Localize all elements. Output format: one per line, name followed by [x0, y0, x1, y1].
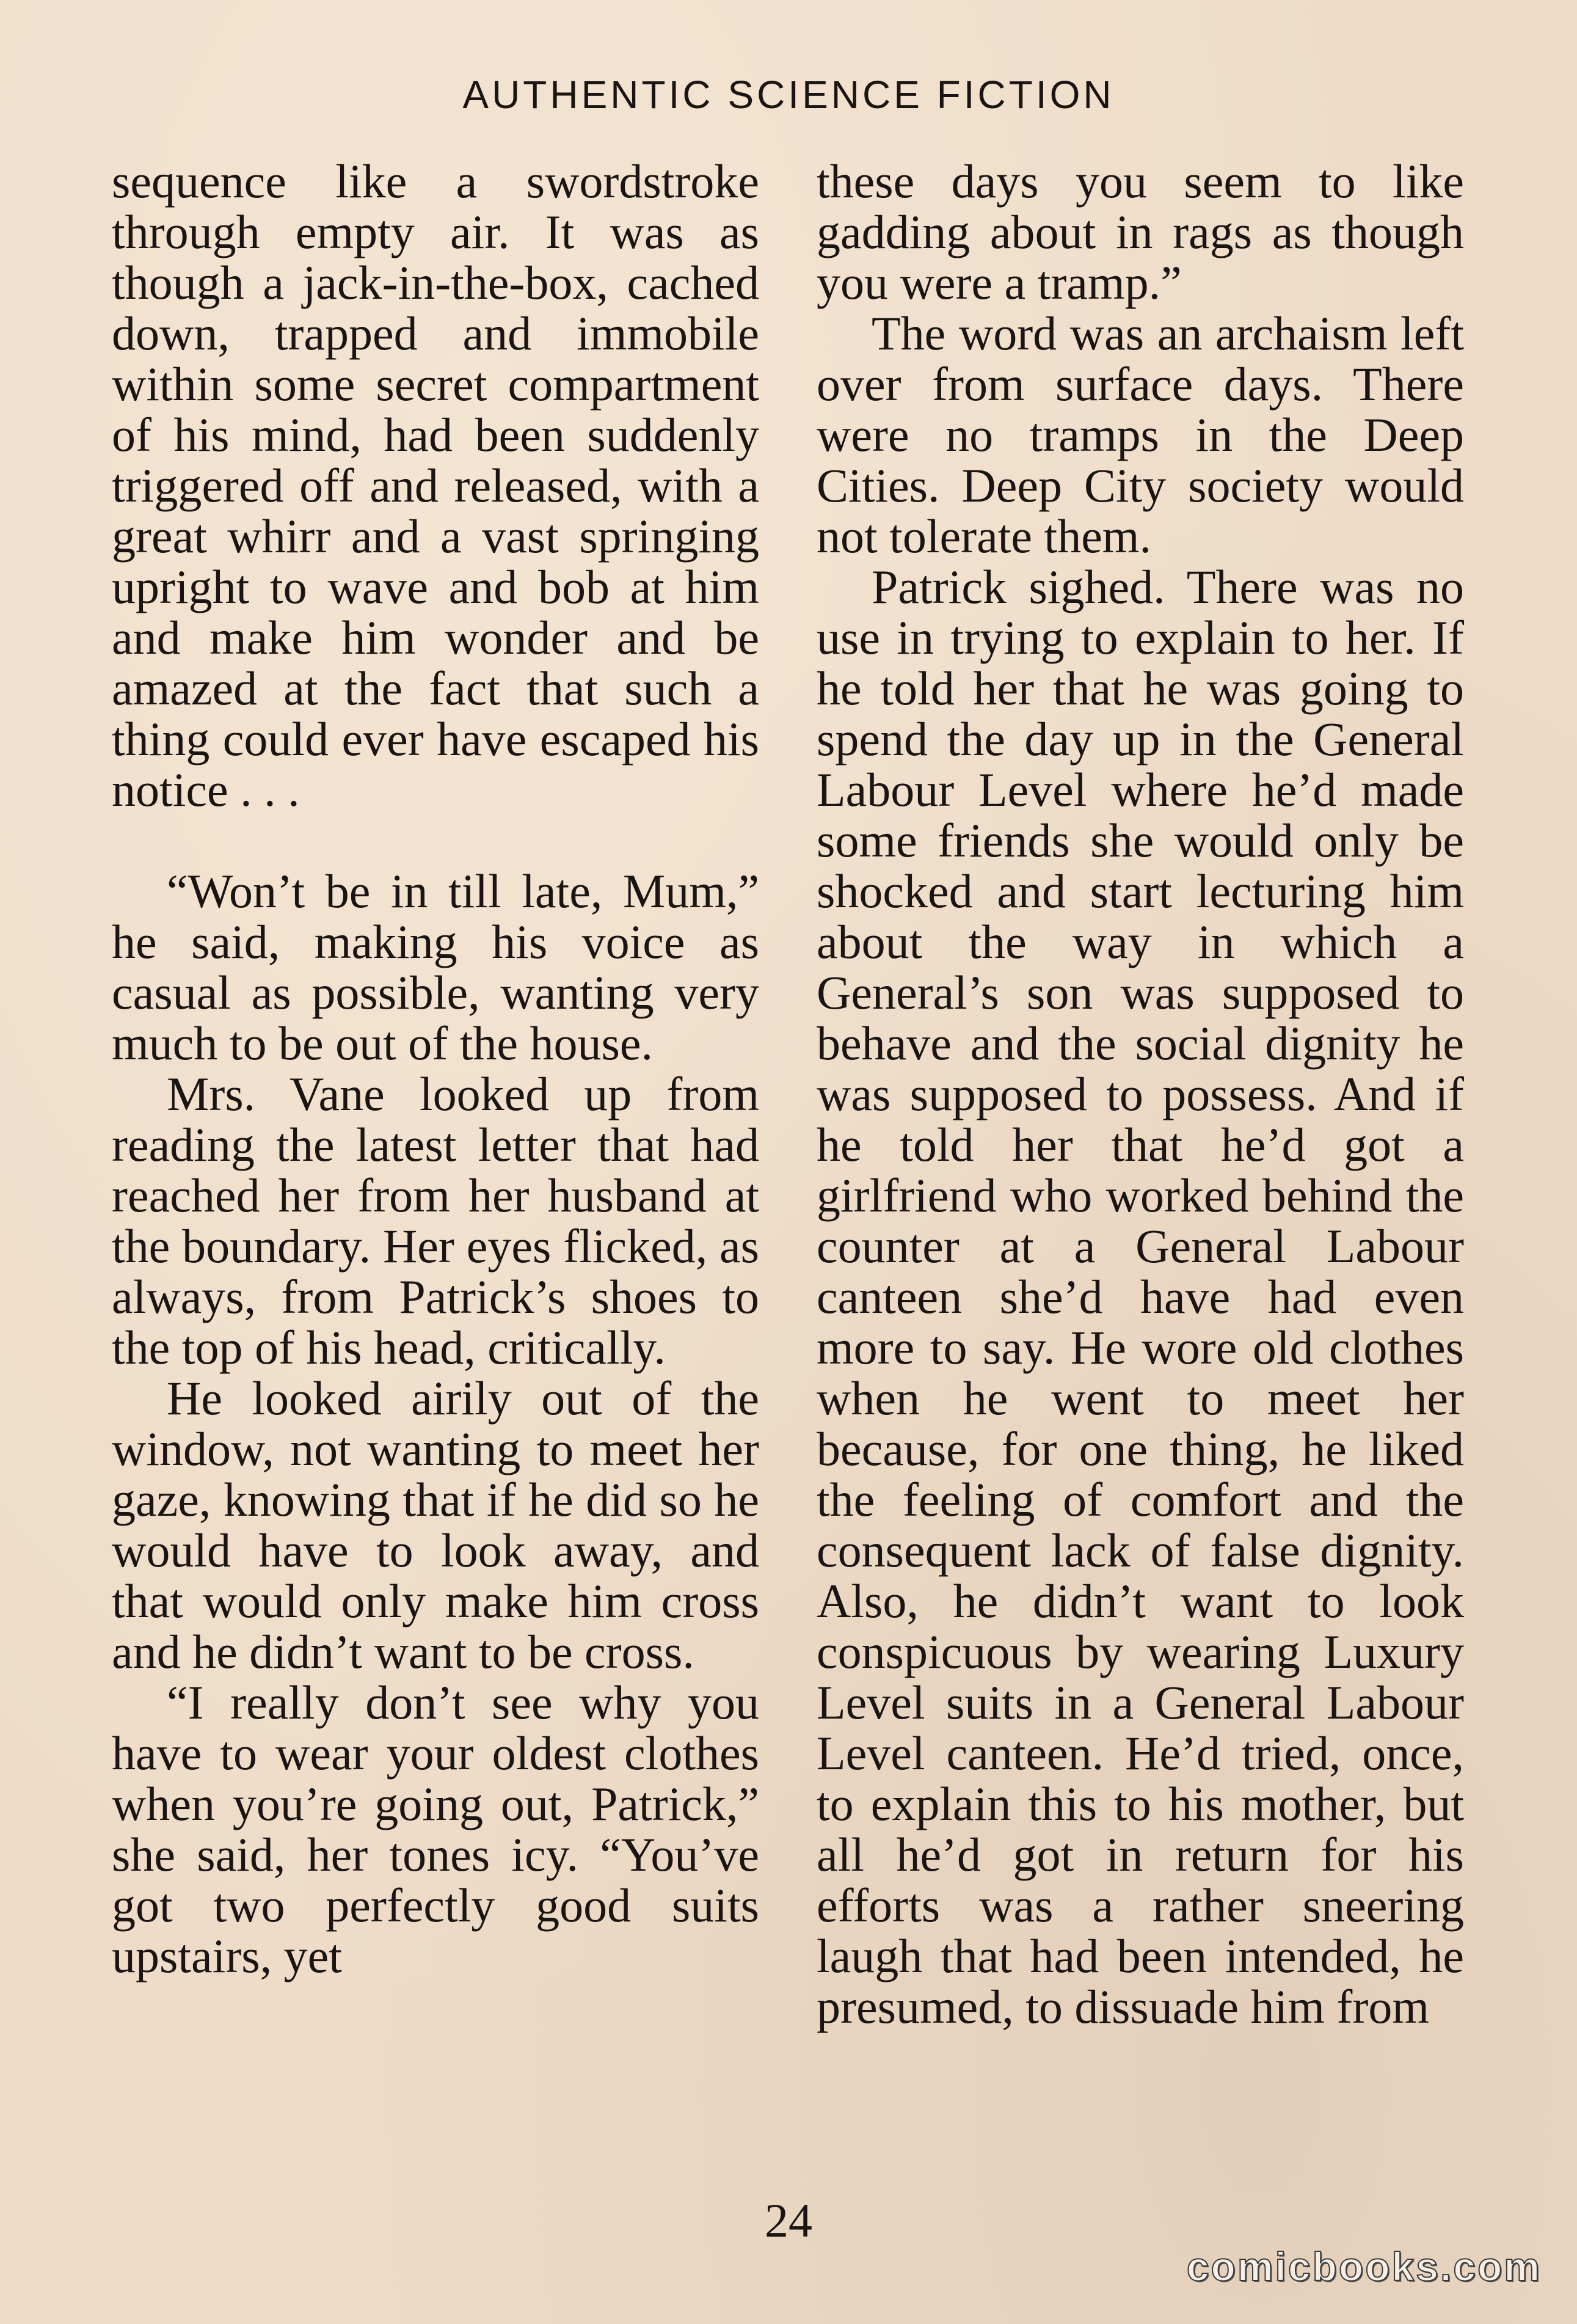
- watermark: comicbooks.com: [1186, 2244, 1542, 2289]
- paragraph: these days you seem to like gadding about in rags as though you were a tramp.”: [817, 155, 1464, 309]
- paragraph: sequence like a swordstroke through empty air. It was as though a jack-in-the-box, cached down, trapped and immobile within some secret compartment of his mind, had been suddenly triggered off and released, with a great whirr and a vast springing upright to wave and bob at him and make him wonder and be amazed at the fact that such a thing could ever have escaped his notice . . .: [112, 155, 759, 816]
- right-column: [817, 156, 1464, 2032]
- paragraph: “Won’t be in till late, Mum,” he said, making his voice as casual as possible, wanting very much to be out of the house.: [112, 864, 759, 1070]
- running-title: AUTHENTIC SCIENCE FICTION: [462, 73, 1115, 117]
- paragraph: The word was an archaism left over from surface days. There were no tramps in the Deep Cities. Deep City society would not tolerate them.: [817, 307, 1464, 563]
- left-column: [112, 156, 759, 1981]
- page-number: 24: [765, 2194, 812, 2247]
- paragraph: He looked airily out of the window, not wanting to meet her gaze, knowing that if he did so he would have to look away, and that would only make him cross and he didn’t want to be cross.: [112, 1372, 759, 1678]
- paragraph: Patrick sighed. There was no use in trying to explain to her. If he told her that he was going to spend the day up in the General Labour Level where he’d made some friends she would only be shocked and start lecturing him about the way in which a General’s son was supposed to behave and the social dignity he was supposed to possess. And if he told her that he’d got a girlfriend who worked behind the counter at a General Labour canteen she’d have had even more to say. He wore old clothes when he went to meet her because, for one thing, he liked the feeling of comfort and the consequent lack of false dignity. Also, he didn’t want to look conspicuous by wearing Luxury Level suits in a General Labour Level canteen. He’d tried, once, to explain this to his mother, but all he’d got in return for his efforts was a rather sneering laugh that had been intended, he presumed, to dissuade him from: [817, 560, 1464, 2033]
- paragraph: Mrs. Vane looked up from reading the latest letter that had reached her from her husband at the boundary. Her eyes flicked, as always, from Patrick’s shoes to the top of his head, critically.: [112, 1067, 759, 1374]
- paragraph: “I really don’t see why you have to wear your oldest clothes when you’re going out, Patrick,” she said, her tones icy. “You’ve got two perfectly good suits upstairs, yet: [112, 1676, 759, 1982]
